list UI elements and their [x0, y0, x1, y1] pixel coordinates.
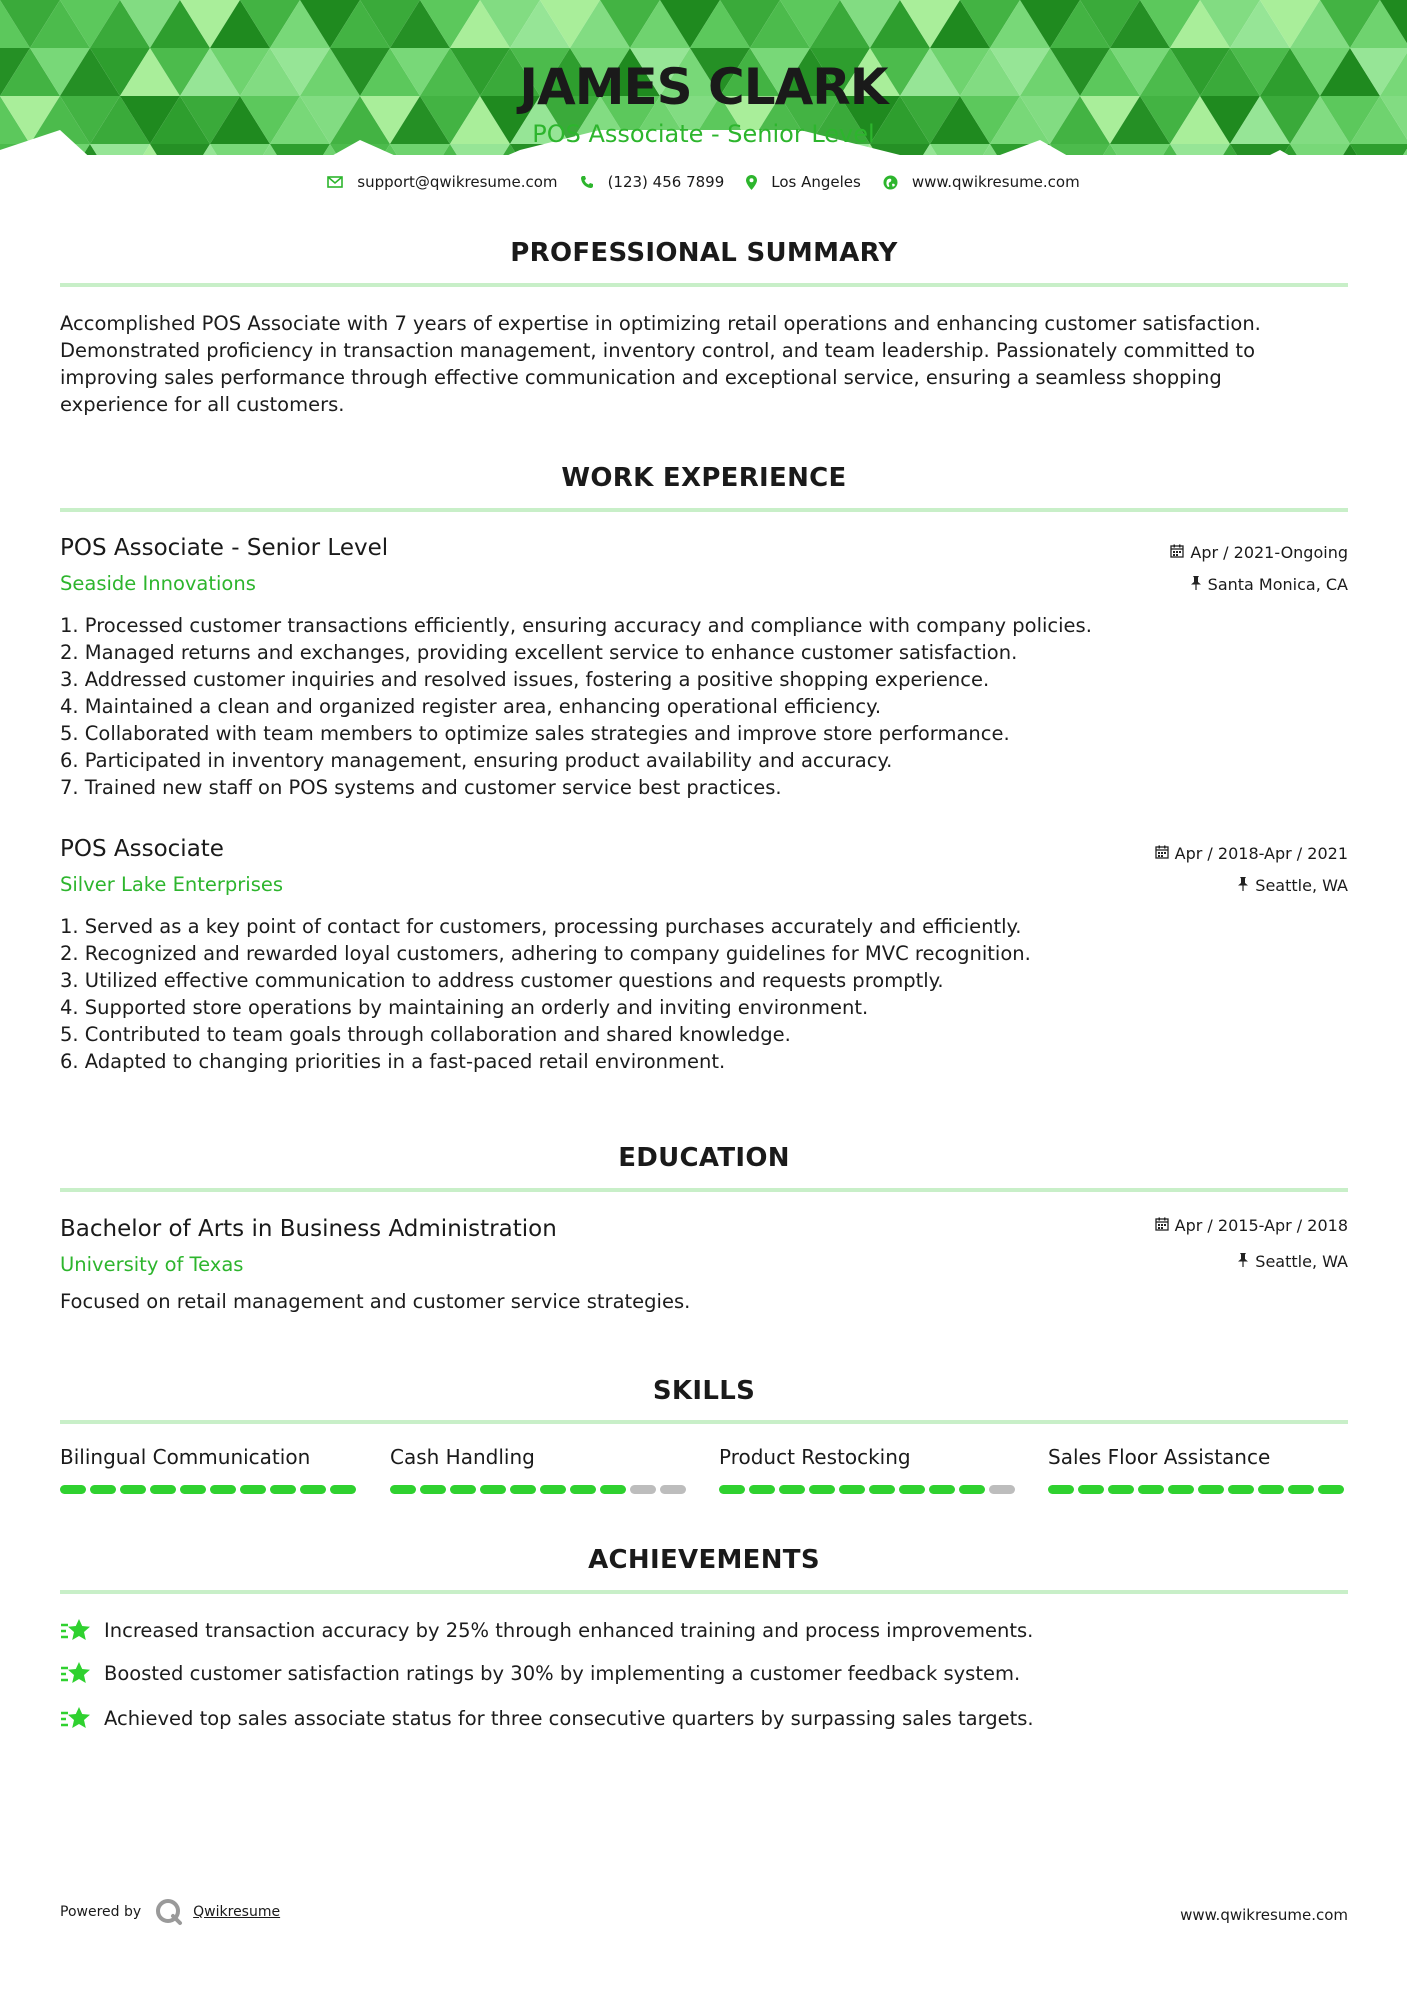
- section-title-achievements: ACHIEVEMENTS: [588, 1545, 820, 1575]
- skill-level-dot: [1228, 1485, 1254, 1494]
- skill-item: [60, 1445, 360, 1494]
- contact-bar: [0, 173, 1407, 191]
- summary-line: Demonstrated proficiency in transaction management, inventory control, and team leadership. Passionately committed to: [60, 339, 1256, 362]
- skill-level-dot: [989, 1485, 1015, 1494]
- skill-level-dot: [959, 1485, 985, 1494]
- candidate-title: POS Associate - Senior Level: [532, 120, 875, 148]
- skill-level-meter: [390, 1485, 690, 1494]
- section-title-summary: PROFESSIONAL SUMMARY: [510, 238, 898, 268]
- email-text: support@qwikresume.com: [357, 173, 558, 191]
- skill-level-dot: [210, 1485, 236, 1494]
- star-achievement-icon: [60, 1705, 92, 1731]
- location-text: Santa Monica, CA: [1207, 575, 1348, 594]
- skill-level-dot: [420, 1485, 446, 1494]
- map-pin-icon: [746, 175, 757, 190]
- summary-line: improving sales performance through effective communication and exceptional service, ensuring a seamless shopping: [60, 366, 1222, 389]
- skill-level-dot: [540, 1485, 566, 1494]
- contact-website[interactable]: [883, 173, 1080, 191]
- list-item: 3. Utilized effective communication to address customer questions and requests promptly.: [60, 969, 944, 992]
- contact-location: [746, 173, 861, 191]
- achievement-text: Boosted customer satisfaction ratings by 30% by implementing a customer feedback system.: [104, 1661, 1021, 1685]
- skill-level-meter: [60, 1485, 360, 1494]
- job-title: POS Associate - Senior Level: [60, 535, 389, 561]
- skill-level-dot: [749, 1485, 775, 1494]
- job-dates: [1155, 844, 1348, 863]
- skill-item: [1048, 1445, 1348, 1494]
- list-item: 1. Processed customer transactions efficiently, ensuring accuracy and compliance with company policies.: [60, 614, 1092, 637]
- globe-icon: [883, 175, 898, 190]
- dates-text: Apr / 2018-Apr / 2021: [1174, 844, 1348, 863]
- qwikresume-logo-icon: [155, 1898, 183, 1926]
- location-text: Seattle, WA: [1255, 1252, 1348, 1271]
- skill-level-dot: [600, 1485, 626, 1494]
- star-achievement-icon: [60, 1617, 92, 1643]
- skill-level-dot: [809, 1485, 835, 1494]
- list-item: 6. Adapted to changing priorities in a fast-paced retail environment.: [60, 1050, 726, 1073]
- skill-level-dot: [1258, 1485, 1284, 1494]
- section-divider: [60, 1590, 1348, 1594]
- skill-item: [719, 1445, 1019, 1494]
- skill-level-dot: [1198, 1485, 1224, 1494]
- job-responsibilities: [60, 612, 1340, 801]
- pushpin-icon: [1237, 1252, 1255, 1271]
- skill-name: Cash Handling: [390, 1445, 535, 1469]
- contact-email[interactable]: [327, 173, 557, 191]
- skill-level-dot: [330, 1485, 356, 1494]
- section-divider: [60, 1188, 1348, 1192]
- skill-name: Bilingual Communication: [60, 1445, 311, 1469]
- job-title: POS Associate: [60, 836, 224, 862]
- skill-item: [390, 1445, 690, 1494]
- section-title-skills: SKILLS: [652, 1376, 756, 1406]
- education-description: Focused on retail management and customer service strategies.: [60, 1290, 691, 1313]
- calendar-icon: [1155, 1216, 1175, 1235]
- achievement-text: Increased transaction accuracy by 25% through enhanced training and process improvements.: [104, 1618, 1034, 1642]
- skill-level-dot: [1138, 1485, 1164, 1494]
- star-achievement-icon: [60, 1660, 92, 1686]
- skill-level-dot: [869, 1485, 895, 1494]
- skill-level-dot: [660, 1485, 686, 1494]
- education-dates: [1155, 1216, 1348, 1235]
- company-name: Seaside Innovations: [60, 572, 256, 595]
- skill-level-dot: [570, 1485, 596, 1494]
- list-item: 4. Supported store operations by maintaining an orderly and inviting environment.: [60, 996, 869, 1019]
- skill-level-dot: [60, 1485, 86, 1494]
- footer-powered-by: [60, 1898, 280, 1926]
- skill-level-dot: [1108, 1485, 1134, 1494]
- summary-line: experience for all customers.: [60, 393, 345, 416]
- achievement-text: Achieved top sales associate status for three consecutive quarters by surpassing sales targets.: [104, 1706, 1034, 1730]
- skill-level-meter: [1048, 1485, 1348, 1494]
- skill-level-dot: [120, 1485, 146, 1494]
- contact-phone[interactable]: [580, 173, 725, 191]
- skill-level-dot: [450, 1485, 476, 1494]
- location-text: Los Angeles: [771, 173, 861, 191]
- pushpin-icon: [1237, 876, 1255, 895]
- skill-level-dot: [240, 1485, 266, 1494]
- qwikresume-link[interactable]: Qwikresume: [193, 1904, 281, 1920]
- dates-text: Apr / 2021-Ongoing: [1190, 543, 1348, 562]
- education-location: [1237, 1252, 1348, 1271]
- job-dates: [1170, 543, 1348, 562]
- list-item: 3. Addressed customer inquiries and resolved issues, fostering a positive shopping experience.: [60, 668, 990, 691]
- skill-level-dot: [1048, 1485, 1074, 1494]
- section-divider: [60, 283, 1348, 287]
- list-item: 1. Served as a key point of contact for customers, processing purchases accurately and efficiently.: [60, 915, 1022, 938]
- envelope-icon: [327, 176, 343, 188]
- location-text: Seattle, WA: [1255, 876, 1348, 895]
- skill-level-dot: [929, 1485, 955, 1494]
- list-item: 5. Collaborated with team members to optimize sales strategies and improve store performance.: [60, 722, 1010, 745]
- job-location: [1237, 876, 1348, 895]
- degree-title: Bachelor of Arts in Business Administration: [60, 1216, 557, 1242]
- skill-level-dot: [270, 1485, 296, 1494]
- calendar-icon: [1155, 844, 1175, 863]
- list-item: 7. Trained new staff on POS systems and customer service best practices.: [60, 776, 782, 799]
- skill-level-meter: [719, 1485, 1019, 1494]
- skill-level-dot: [1318, 1485, 1344, 1494]
- section-title-experience: WORK EXPERIENCE: [561, 463, 847, 493]
- skill-level-dot: [839, 1485, 865, 1494]
- skill-level-dot: [90, 1485, 116, 1494]
- website-text: www.qwikresume.com: [911, 173, 1080, 191]
- section-divider: [60, 1420, 1348, 1424]
- skill-level-dot: [150, 1485, 176, 1494]
- footer-website[interactable]: www.qwikresume.com: [1180, 1906, 1348, 1924]
- achievement-item: [60, 1705, 1034, 1731]
- calendar-icon: [1170, 543, 1190, 562]
- skill-level-dot: [480, 1485, 506, 1494]
- section-divider: [60, 508, 1348, 512]
- achievement-item: [60, 1660, 1020, 1686]
- section-title-education: EDUCATION: [618, 1143, 790, 1173]
- summary-text: [60, 310, 1348, 418]
- skill-level-dot: [779, 1485, 805, 1494]
- pushpin-icon: [1190, 575, 1208, 594]
- list-item: 2. Managed returns and exchanges, providing excellent service to enhance customer satisfaction.: [60, 641, 1018, 664]
- list-item: 5. Contributed to team goals through collaboration and shared knowledge.: [60, 1023, 791, 1046]
- achievement-item: [60, 1617, 1033, 1643]
- job-location: [1190, 575, 1348, 594]
- skill-level-dot: [180, 1485, 206, 1494]
- summary-line: Accomplished POS Associate with 7 years of expertise in optimizing retail operations and enhancing customer satisfaction.: [60, 312, 1261, 335]
- list-item: 2. Recognized and rewarded loyal customers, adhering to company guidelines for MVC recognition.: [60, 942, 1031, 965]
- skill-level-dot: [510, 1485, 536, 1494]
- skill-name: Product Restocking: [719, 1445, 911, 1469]
- school-name: University of Texas: [60, 1253, 244, 1276]
- list-item: 6. Participated in inventory management, ensuring product availability and accuracy.: [60, 749, 893, 772]
- skill-level-dot: [719, 1485, 745, 1494]
- job-responsibilities: [60, 913, 1340, 1075]
- skill-level-dot: [899, 1485, 925, 1494]
- skill-level-dot: [1078, 1485, 1104, 1494]
- skill-name: Sales Floor Assistance: [1048, 1445, 1271, 1469]
- list-item: 4. Maintained a clean and organized register area, enhancing operational efficiency.: [60, 695, 882, 718]
- skill-level-dot: [1168, 1485, 1194, 1494]
- powered-by-label: Powered by: [60, 1904, 142, 1920]
- phone-text: (123) 456 7899: [607, 173, 725, 191]
- phone-icon: [580, 175, 594, 189]
- skill-level-dot: [390, 1485, 416, 1494]
- skill-level-dot: [300, 1485, 326, 1494]
- dates-text: Apr / 2015-Apr / 2018: [1174, 1216, 1348, 1235]
- candidate-name: JAMES CLARK: [519, 58, 888, 116]
- skill-level-dot: [630, 1485, 656, 1494]
- company-name: Silver Lake Enterprises: [60, 873, 284, 896]
- skill-level-dot: [1288, 1485, 1314, 1494]
